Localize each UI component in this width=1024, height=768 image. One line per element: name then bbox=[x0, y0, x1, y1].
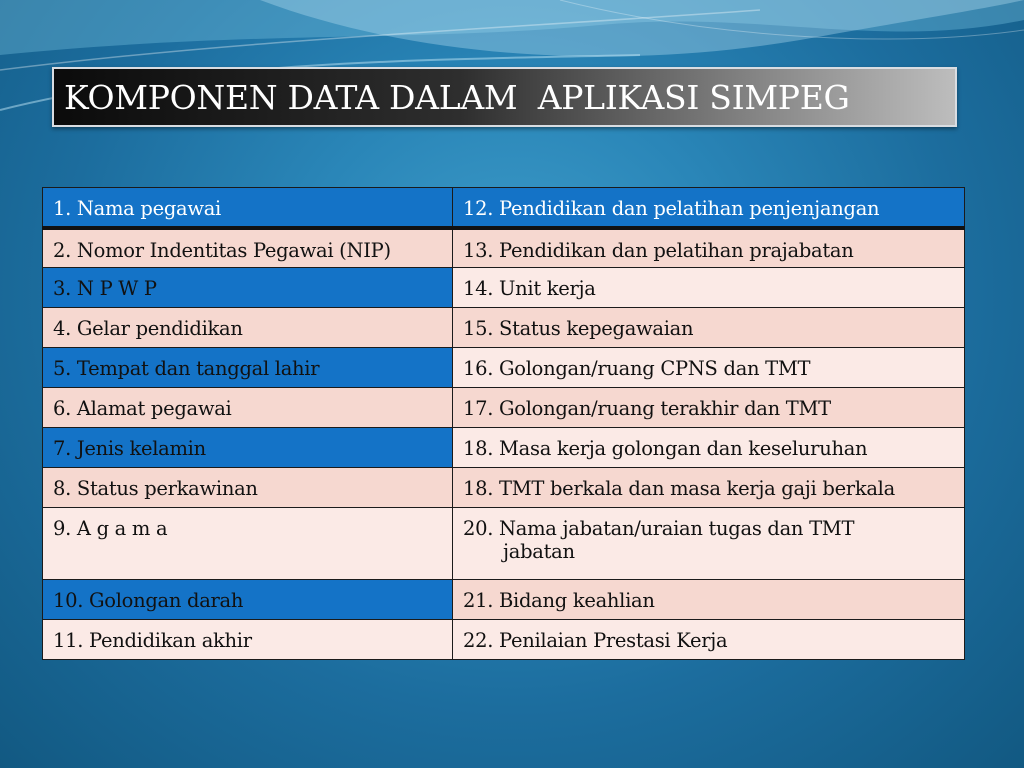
table-cell-right: 18. Masa kerja golongan dan keseluruhan bbox=[453, 428, 965, 468]
table-cell-right: 21. Bidang keahlian bbox=[453, 580, 965, 620]
table-row bbox=[43, 268, 965, 308]
table-cell-left: 3. N P W P bbox=[43, 268, 453, 308]
table-cell-left: 11. Pendidikan akhir bbox=[43, 620, 453, 660]
table-row bbox=[43, 508, 965, 580]
table-cell-left: 8. Status perkawinan bbox=[43, 468, 453, 508]
table-cell-right: 22. Penilaian Prestasi Kerja bbox=[453, 620, 965, 660]
table-cell-right: 16. Golongan/ruang CPNS dan TMT bbox=[453, 348, 965, 388]
table-cell-left: 6. Alamat pegawai bbox=[43, 388, 453, 428]
page-title: KOMPONEN DATA DALAM APLIKASI SIMPEG bbox=[64, 78, 850, 117]
table-row bbox=[43, 348, 965, 388]
table-row bbox=[43, 428, 965, 468]
table-cell-left: 1. Nama pegawai bbox=[43, 188, 453, 228]
table-row bbox=[43, 188, 965, 228]
table-row bbox=[43, 468, 965, 508]
table-cell-right: 12. Pendidikan dan pelatihan penjenjangan bbox=[453, 188, 965, 228]
table-cell-left: 9. A g a m a bbox=[43, 508, 453, 580]
table-cell-left: 10. Golongan darah bbox=[43, 580, 453, 620]
table-row bbox=[43, 308, 965, 348]
table-cell-right: 14. Unit kerja bbox=[453, 268, 965, 308]
table-row bbox=[43, 580, 965, 620]
table-cell-right bbox=[453, 508, 965, 580]
table-row bbox=[43, 620, 965, 660]
table-cell-right-line2: jabatan bbox=[503, 540, 575, 563]
table-cell-left: 5. Tempat dan tanggal lahir bbox=[43, 348, 453, 388]
table-cell-left: 7. Jenis kelamin bbox=[43, 428, 453, 468]
table-cell-left: 2. Nomor Indentitas Pegawai (NIP) bbox=[43, 228, 453, 268]
title-banner bbox=[52, 67, 957, 127]
table-cell-right: 17. Golongan/ruang terakhir dan TMT bbox=[453, 388, 965, 428]
table-row bbox=[43, 228, 965, 268]
table-cell-right: 18. TMT berkala dan masa kerja gaji berkala bbox=[453, 468, 965, 508]
table-cell-right-line1: 20. Nama jabatan/uraian tugas dan TMT bbox=[463, 517, 855, 540]
table-cell-left: 4. Gelar pendidikan bbox=[43, 308, 453, 348]
table-cell-right: 13. Pendidikan dan pelatihan prajabatan bbox=[453, 228, 965, 268]
simpeg-component-table bbox=[42, 187, 965, 660]
table-cell-right: 15. Status kepegawaian bbox=[453, 308, 965, 348]
table-row bbox=[43, 388, 965, 428]
